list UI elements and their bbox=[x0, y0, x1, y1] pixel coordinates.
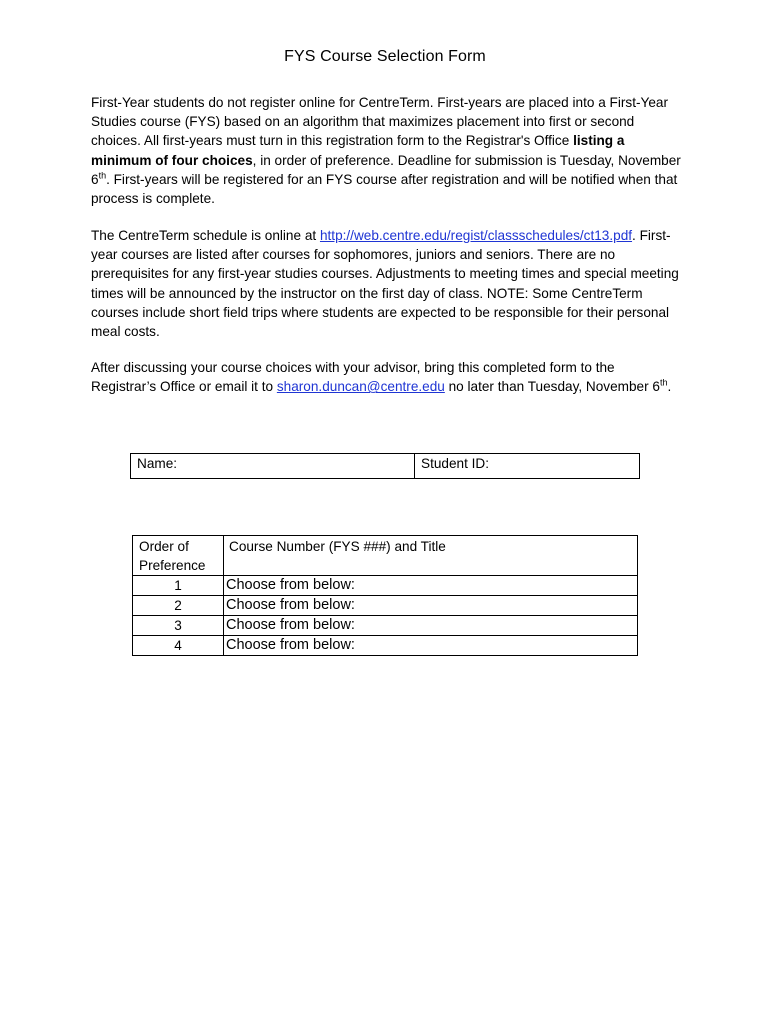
course-choice-dropdown[interactable]: Choose from below: bbox=[224, 636, 638, 656]
course-choice-dropdown[interactable]: Choose from below: bbox=[224, 596, 638, 616]
preference-number: 1 bbox=[133, 576, 224, 596]
p1-text-b: , in order of preference. Deadline for submission is Tuesday, November 6 bbox=[91, 152, 681, 187]
page-title: FYS Course Selection Form bbox=[284, 48, 486, 65]
table-row bbox=[133, 616, 638, 636]
email-link[interactable]: sharon.duncan@centre.edu bbox=[276, 379, 445, 395]
table-row bbox=[133, 576, 638, 596]
p1-text-a: First-Year students do not register online for CentreTerm. First-years are placed into a First-Year Studies course (FYS) based on an algorithm that maximizes placement into first or second choices. All first-years must turn in this registration form to the Registrar's Office bbox=[91, 95, 668, 149]
submission-paragraph bbox=[91, 358, 681, 396]
preference-table bbox=[132, 535, 638, 656]
p1-bold: listing a minimum of four choices bbox=[91, 133, 625, 168]
preference-number: 4 bbox=[133, 636, 224, 656]
table-row bbox=[133, 636, 638, 656]
schedule-paragraph bbox=[91, 226, 681, 341]
name-label: Name: bbox=[137, 456, 178, 471]
student-id-field[interactable] bbox=[415, 454, 640, 479]
student-info-table bbox=[130, 453, 640, 479]
course-choice-dropdown[interactable]: Choose from below: bbox=[224, 576, 638, 596]
course-choice-dropdown[interactable]: Choose from below: bbox=[224, 616, 638, 636]
p3-text-a: After discussing your course choices with your advisor, bring this completed form to the Registrar’s Office or email it to bbox=[91, 360, 615, 395]
table-row bbox=[133, 596, 638, 616]
p2-text-b: . First-year courses are listed after courses for sophomores, juniors and seniors. There are no prerequisites for any first-year studies courses. Adjustments to meeting times and special meeting times will be announced by the instructor on the first day of class. NOTE: Some CentreTerm courses include short field trips where students are expected to be responsible for their personal meal costs. bbox=[91, 228, 679, 340]
schedule-link[interactable]: http://web.centre.edu/regist/classschedules/ct13.pdf bbox=[319, 228, 633, 243]
p1-sup: th bbox=[98, 170, 107, 181]
p3-text-b: no later than Tuesday, November 6 bbox=[444, 379, 660, 395]
name-field[interactable] bbox=[131, 454, 415, 479]
p3-sup: th bbox=[659, 377, 668, 388]
p3-text-c: . bbox=[667, 379, 672, 395]
p1-text-c: . First-years will be registered for an FYS course after registration and will be notified when that process is complete. bbox=[91, 171, 678, 207]
header-order: Order of Preference bbox=[133, 536, 224, 576]
student-id-label: Student ID: bbox=[421, 456, 490, 471]
p2-text-a: The CentreTerm schedule is online at bbox=[91, 228, 320, 243]
instructions-paragraph bbox=[91, 93, 681, 208]
header-course: Course Number (FYS ###) and Title bbox=[224, 536, 638, 576]
preference-number: 3 bbox=[133, 616, 224, 636]
preference-number: 2 bbox=[133, 596, 224, 616]
